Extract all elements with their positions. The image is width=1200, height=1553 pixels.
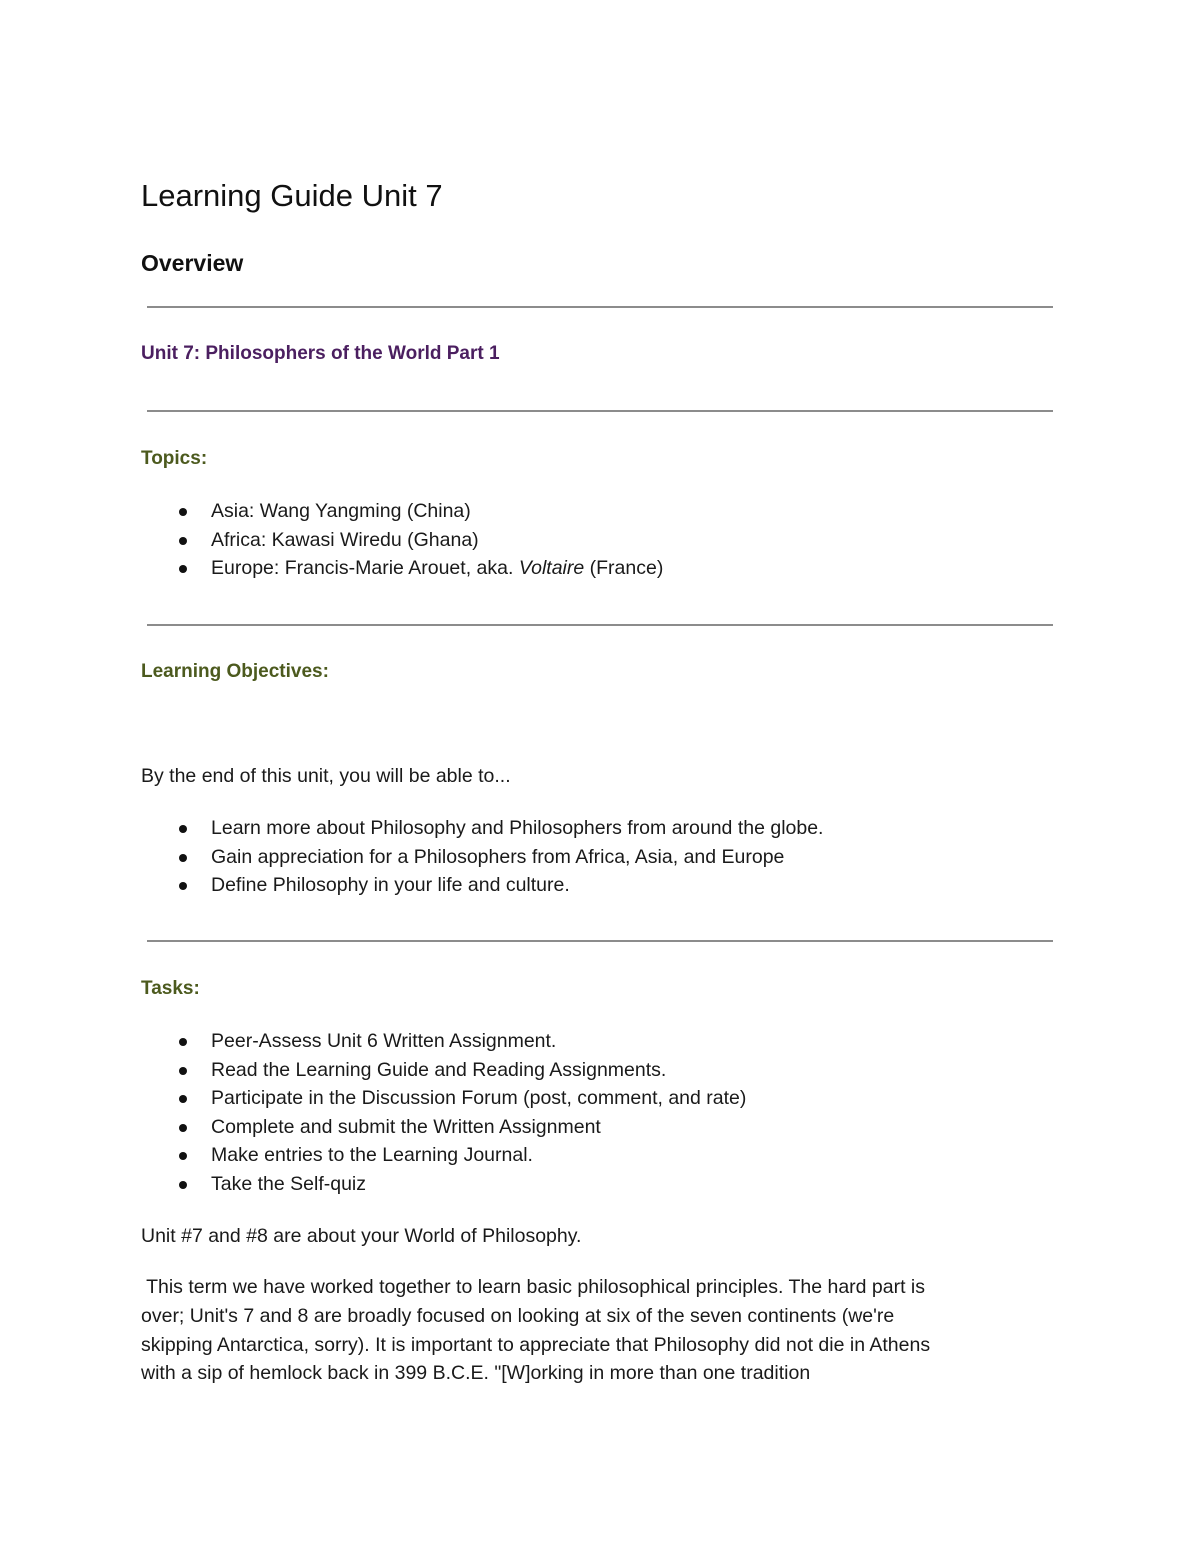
tasks-label: Tasks:	[141, 978, 200, 999]
list-item: Gain appreciation for a Philosophers from Africa, Asia, and Europe	[141, 843, 823, 872]
topic-text: Europe: Francis-Marie Arouet, aka.	[211, 557, 519, 580]
list-item: Read the Learning Guide and Reading Assignments.	[141, 1056, 746, 1085]
list-item: Make entries to the Learning Journal.	[141, 1141, 746, 1170]
list-item: Learn more about Philosophy and Philosophers from around the globe.	[141, 814, 823, 843]
topics-label: Topics:	[141, 448, 208, 469]
paragraph-line: with a sip of hemlock back in 399 B.C.E. "[W]orking in more than one tradition	[141, 1362, 811, 1385]
closing-paragraph	[141, 1273, 1041, 1388]
objectives-list	[141, 814, 823, 900]
list-item	[141, 554, 663, 583]
divider	[147, 410, 1053, 412]
list-item: Asia: Wang Yangming (China)	[141, 497, 663, 526]
paragraph-line: This term we have worked together to learn basic philosophical principles. The hard part is	[141, 1276, 926, 1298]
topic-text: (France)	[584, 557, 664, 580]
divider	[147, 624, 1053, 626]
divider	[147, 940, 1053, 942]
tasks-list	[141, 1027, 746, 1199]
divider	[147, 306, 1053, 308]
overview-heading: Overview	[141, 250, 244, 276]
paragraph-line: over; Unit's 7 and 8 are broadly focused on looking at six of the seven continents (we're	[141, 1304, 895, 1327]
paragraph-line: skipping Antarctica, sorry). It is important to appreciate that Philosophy did not die in Athens	[141, 1333, 931, 1356]
objectives-intro: By the end of this unit, you will be able to...	[141, 765, 511, 787]
topics-list	[141, 497, 663, 583]
page-title: Learning Guide Unit 7	[141, 178, 443, 213]
list-item: Participate in the Discussion Forum (post, comment, and rate)	[141, 1084, 746, 1113]
closing-line: Unit #7 and #8 are about your World of Philosophy.	[141, 1225, 582, 1247]
list-item: Africa: Kawasi Wiredu (Ghana)	[141, 526, 663, 555]
objectives-label: Learning Objectives:	[141, 661, 329, 682]
list-item: Define Philosophy in your life and culture.	[141, 871, 823, 900]
unit-heading: Unit 7: Philosophers of the World Part 1	[141, 343, 500, 364]
voltaire-italic: Voltaire	[518, 557, 585, 580]
list-item: Complete and submit the Written Assignment	[141, 1113, 746, 1142]
list-item: Peer-Assess Unit 6 Written Assignment.	[141, 1027, 746, 1056]
list-item: Take the Self-quiz	[141, 1170, 746, 1199]
